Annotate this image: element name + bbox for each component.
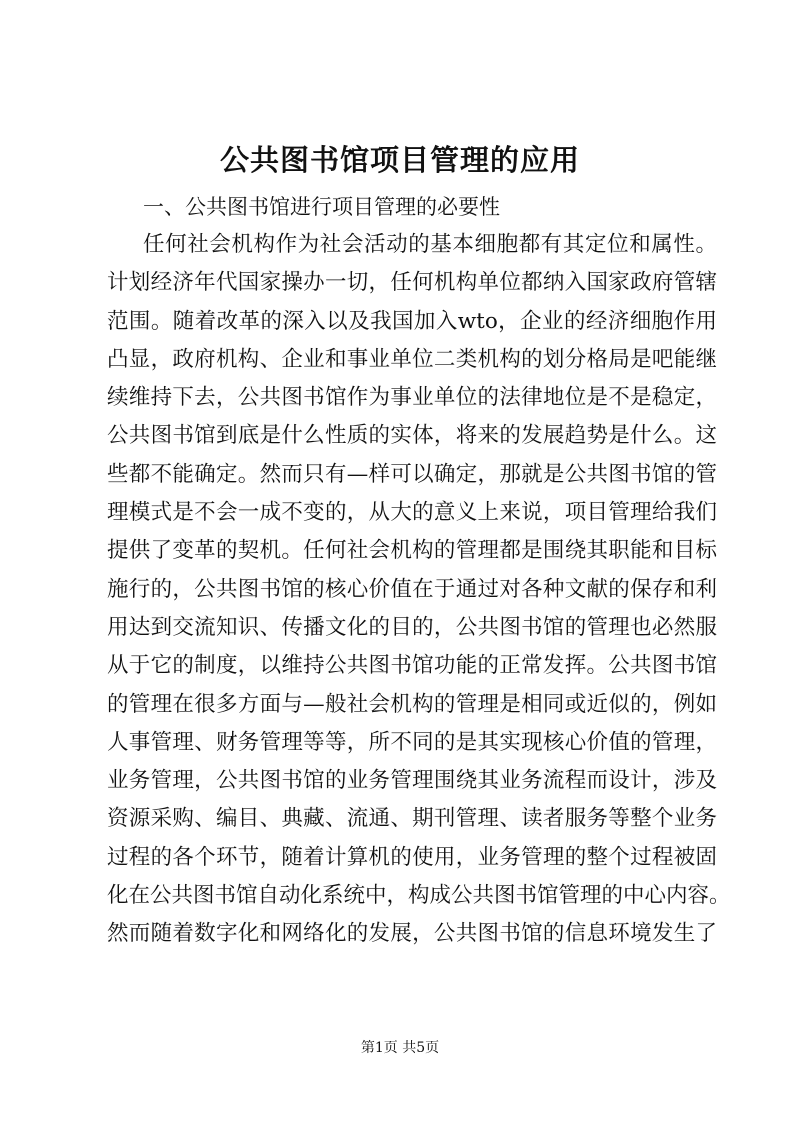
paragraph-line: 业务管理，公共图书馆的业务管理围绕其业务流程而设计，涉及: [107, 768, 717, 794]
paragraph-line: 人事管理、财务管理等等，所不同的是其实现核心价值的管理，: [107, 729, 717, 755]
paragraph-line: 然而随着数字化和网络化的发展，公共图书馆的信息环境发生了: [107, 921, 717, 947]
paragraph-line: 施行的，公共图书馆的核心价值在于通过对各种文献的保存和利: [107, 576, 717, 602]
paragraph-line: 理模式是不会一成不变的，从大的意义上来说，项目管理给我们: [107, 500, 717, 526]
document-title: 公共图书馆项目管理的应用: [219, 143, 580, 177]
paragraph-line: 化在公共图书馆自动化系统中，构成公共图书馆管理的中心内容。: [107, 883, 731, 909]
paragraph-line: 提供了变革的契机。任何社会机构的管理都是围绕其职能和目标: [107, 538, 717, 564]
paragraph-line: 资源采购、编目、典藏、流通、期刊管理、读者服务等整个业务: [107, 806, 717, 832]
paragraph-line: 些都不能确定。然而只有—样可以确定，那就是公共图书馆的管: [107, 461, 717, 487]
paragraph-line: 任何社会机构作为社会活动的基本细胞都有其定位和属性。: [143, 232, 717, 257]
paragraph-line: 的管理在很多方面与—般社会机构的管理是相同或近似的，例如: [107, 691, 717, 717]
paragraph-line: 范围。随着改革的深入以及我国加入wto，企业的经济细胞作用: [107, 308, 717, 334]
paragraph-line: 从于它的制度，以维持公共图书馆功能的正常发挥。公共图书馆: [107, 653, 717, 679]
paragraph-line: 过程的各个环节，随着计算机的使用，业务管理的整个过程被固: [107, 844, 717, 870]
paragraph-body: [107, 226, 731, 954]
section-heading: 一、公共图书馆进行项目管理的必要性: [143, 195, 500, 219]
paragraph-line: 续维持下去，公共图书馆作为事业单位的法律地位是不是稳定，: [107, 385, 717, 411]
paragraph-line: 用达到交流知识、传播文化的目的，公共图书馆的管理也必然服: [107, 614, 717, 640]
paragraph-line: 凸显，政府机构、企业和事业单位二类机构的划分格局是吧能继: [107, 346, 717, 372]
paragraph-line: 公共图书馆到底是什么性质的实体，将来的发展趋势是什么。这: [107, 423, 717, 449]
page-number-footer: 第1页 共5页: [360, 1040, 440, 1056]
paragraph-line: 计划经济年代国家操办一切，任何机构单位都纳入国家政府管辖: [107, 270, 717, 296]
